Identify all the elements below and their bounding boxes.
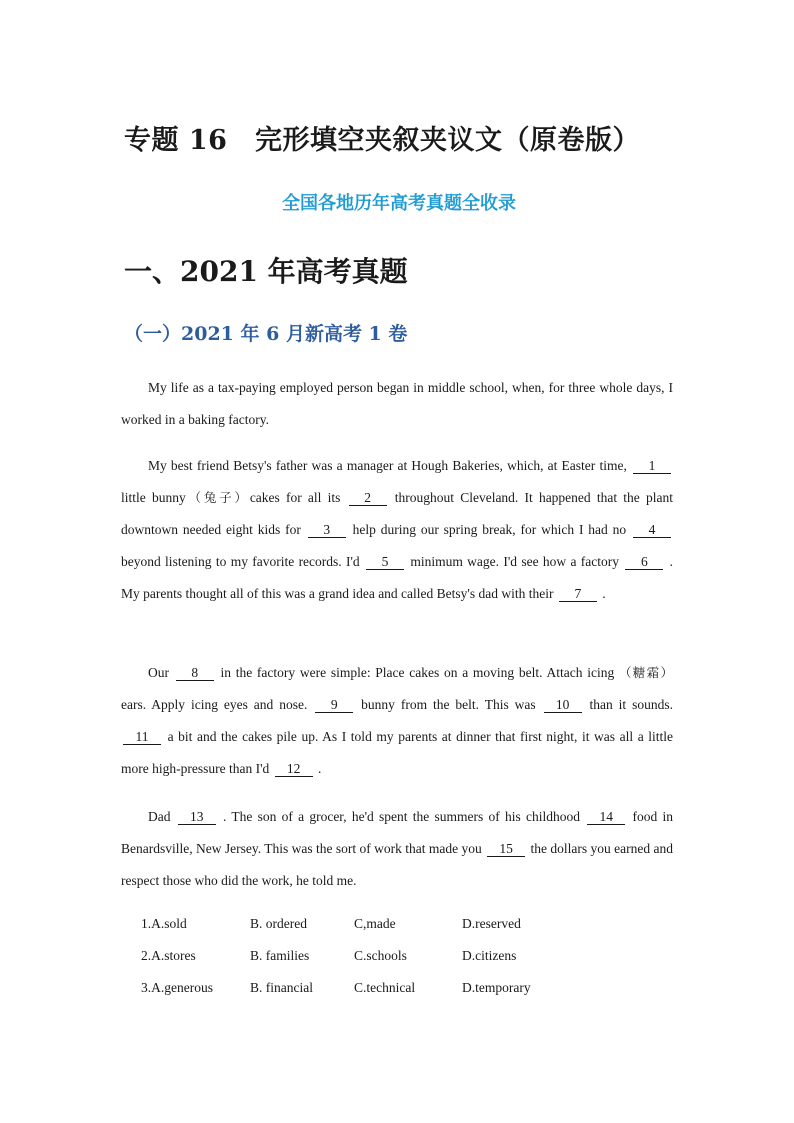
- option-d: D.citizens: [462, 948, 517, 963]
- option-row-1: [141, 916, 681, 948]
- blank-8: 8: [176, 665, 214, 681]
- paragraph-text: My life as a tax-paying employed person began in middle school, when, for three whole days, I worked in a baking factory.: [121, 380, 673, 427]
- blank-15: 15: [487, 841, 525, 857]
- blank-3: 3: [308, 522, 346, 538]
- blank-9: 9: [315, 697, 353, 713]
- passage-paragraph-1: [121, 372, 673, 436]
- passage-paragraph-3: Our 8 in the factory were simple: Place cakes on a moving belt. Attach icing （糖霜）ears. Apply icing eyes and nose. 9 bunny from the belt. This was 10 than it sounds. 11 a bit and the cakes pile up. As I told my parents at dinner that first night, it was all a little more high-pressure than I'd 12 .: [121, 665, 673, 776]
- answer-options: [141, 916, 681, 1012]
- option-a: 2.A.stores: [141, 948, 196, 963]
- blank-2: 2: [349, 490, 387, 506]
- option-row-2: [141, 948, 681, 980]
- document-title: 专题 16 完形填空夹叙夹议文（原卷版）: [124, 125, 640, 156]
- document-subtitle: 全国各地历年高考真题全收录: [282, 193, 516, 214]
- section-heading: 一、2021 年高考真题: [124, 255, 408, 288]
- blank-7: 7: [559, 586, 597, 602]
- option-c: C.schools: [354, 948, 407, 963]
- chinese-gloss: （兔子）: [185, 490, 250, 505]
- subsection-heading: （一）2021 年 6 月新高考 1 卷: [124, 323, 408, 345]
- blank-13: 13: [178, 809, 216, 825]
- option-d: D.reserved: [462, 916, 521, 931]
- passage-paragraph-4: Dad 13 . The son of a grocer, he'd spent the summers of his childhood 14 food in Benardsville, New Jersey. This was the sort of work that made you 15 the dollars you earned and respect those who did the work, he told me.: [121, 809, 674, 888]
- blank-4: 4: [633, 522, 671, 538]
- passage-paragraph-2: My best friend Betsy's father was a manager at Hough Bakeries, which, at Easter time, 1 little bunny（兔子）cakes for all its 2 throughout Cleveland. It happened that the plant downtown needed eight kids for 3 help during our spring break, for which I had no 4 beyond listening to my favorite records. I'd 5 minimum wage. I'd see how a factory 6 . My parents thought all of this was a grand idea and called Betsy's dad with their 7 .: [121, 458, 674, 601]
- option-c: C,made: [354, 916, 396, 931]
- chinese-gloss: （糖霜）: [618, 665, 673, 680]
- blank-10: 10: [544, 697, 582, 713]
- option-b: B. ordered: [250, 916, 307, 931]
- option-row-3: [141, 980, 681, 1012]
- option-c: C.technical: [354, 980, 416, 995]
- blank-1: 1: [633, 458, 671, 474]
- blank-5: 5: [366, 554, 404, 570]
- option-b: B. families: [250, 948, 310, 963]
- blank-11: 11: [123, 729, 161, 745]
- option-a: 1.A.sold: [141, 916, 187, 931]
- blank-6: 6: [625, 554, 663, 570]
- option-d: D.temporary: [462, 980, 531, 995]
- option-a: 3.A.generous: [141, 980, 213, 995]
- blank-12: 12: [275, 761, 313, 777]
- option-b: B. financial: [250, 980, 313, 995]
- blank-14: 14: [587, 809, 625, 825]
